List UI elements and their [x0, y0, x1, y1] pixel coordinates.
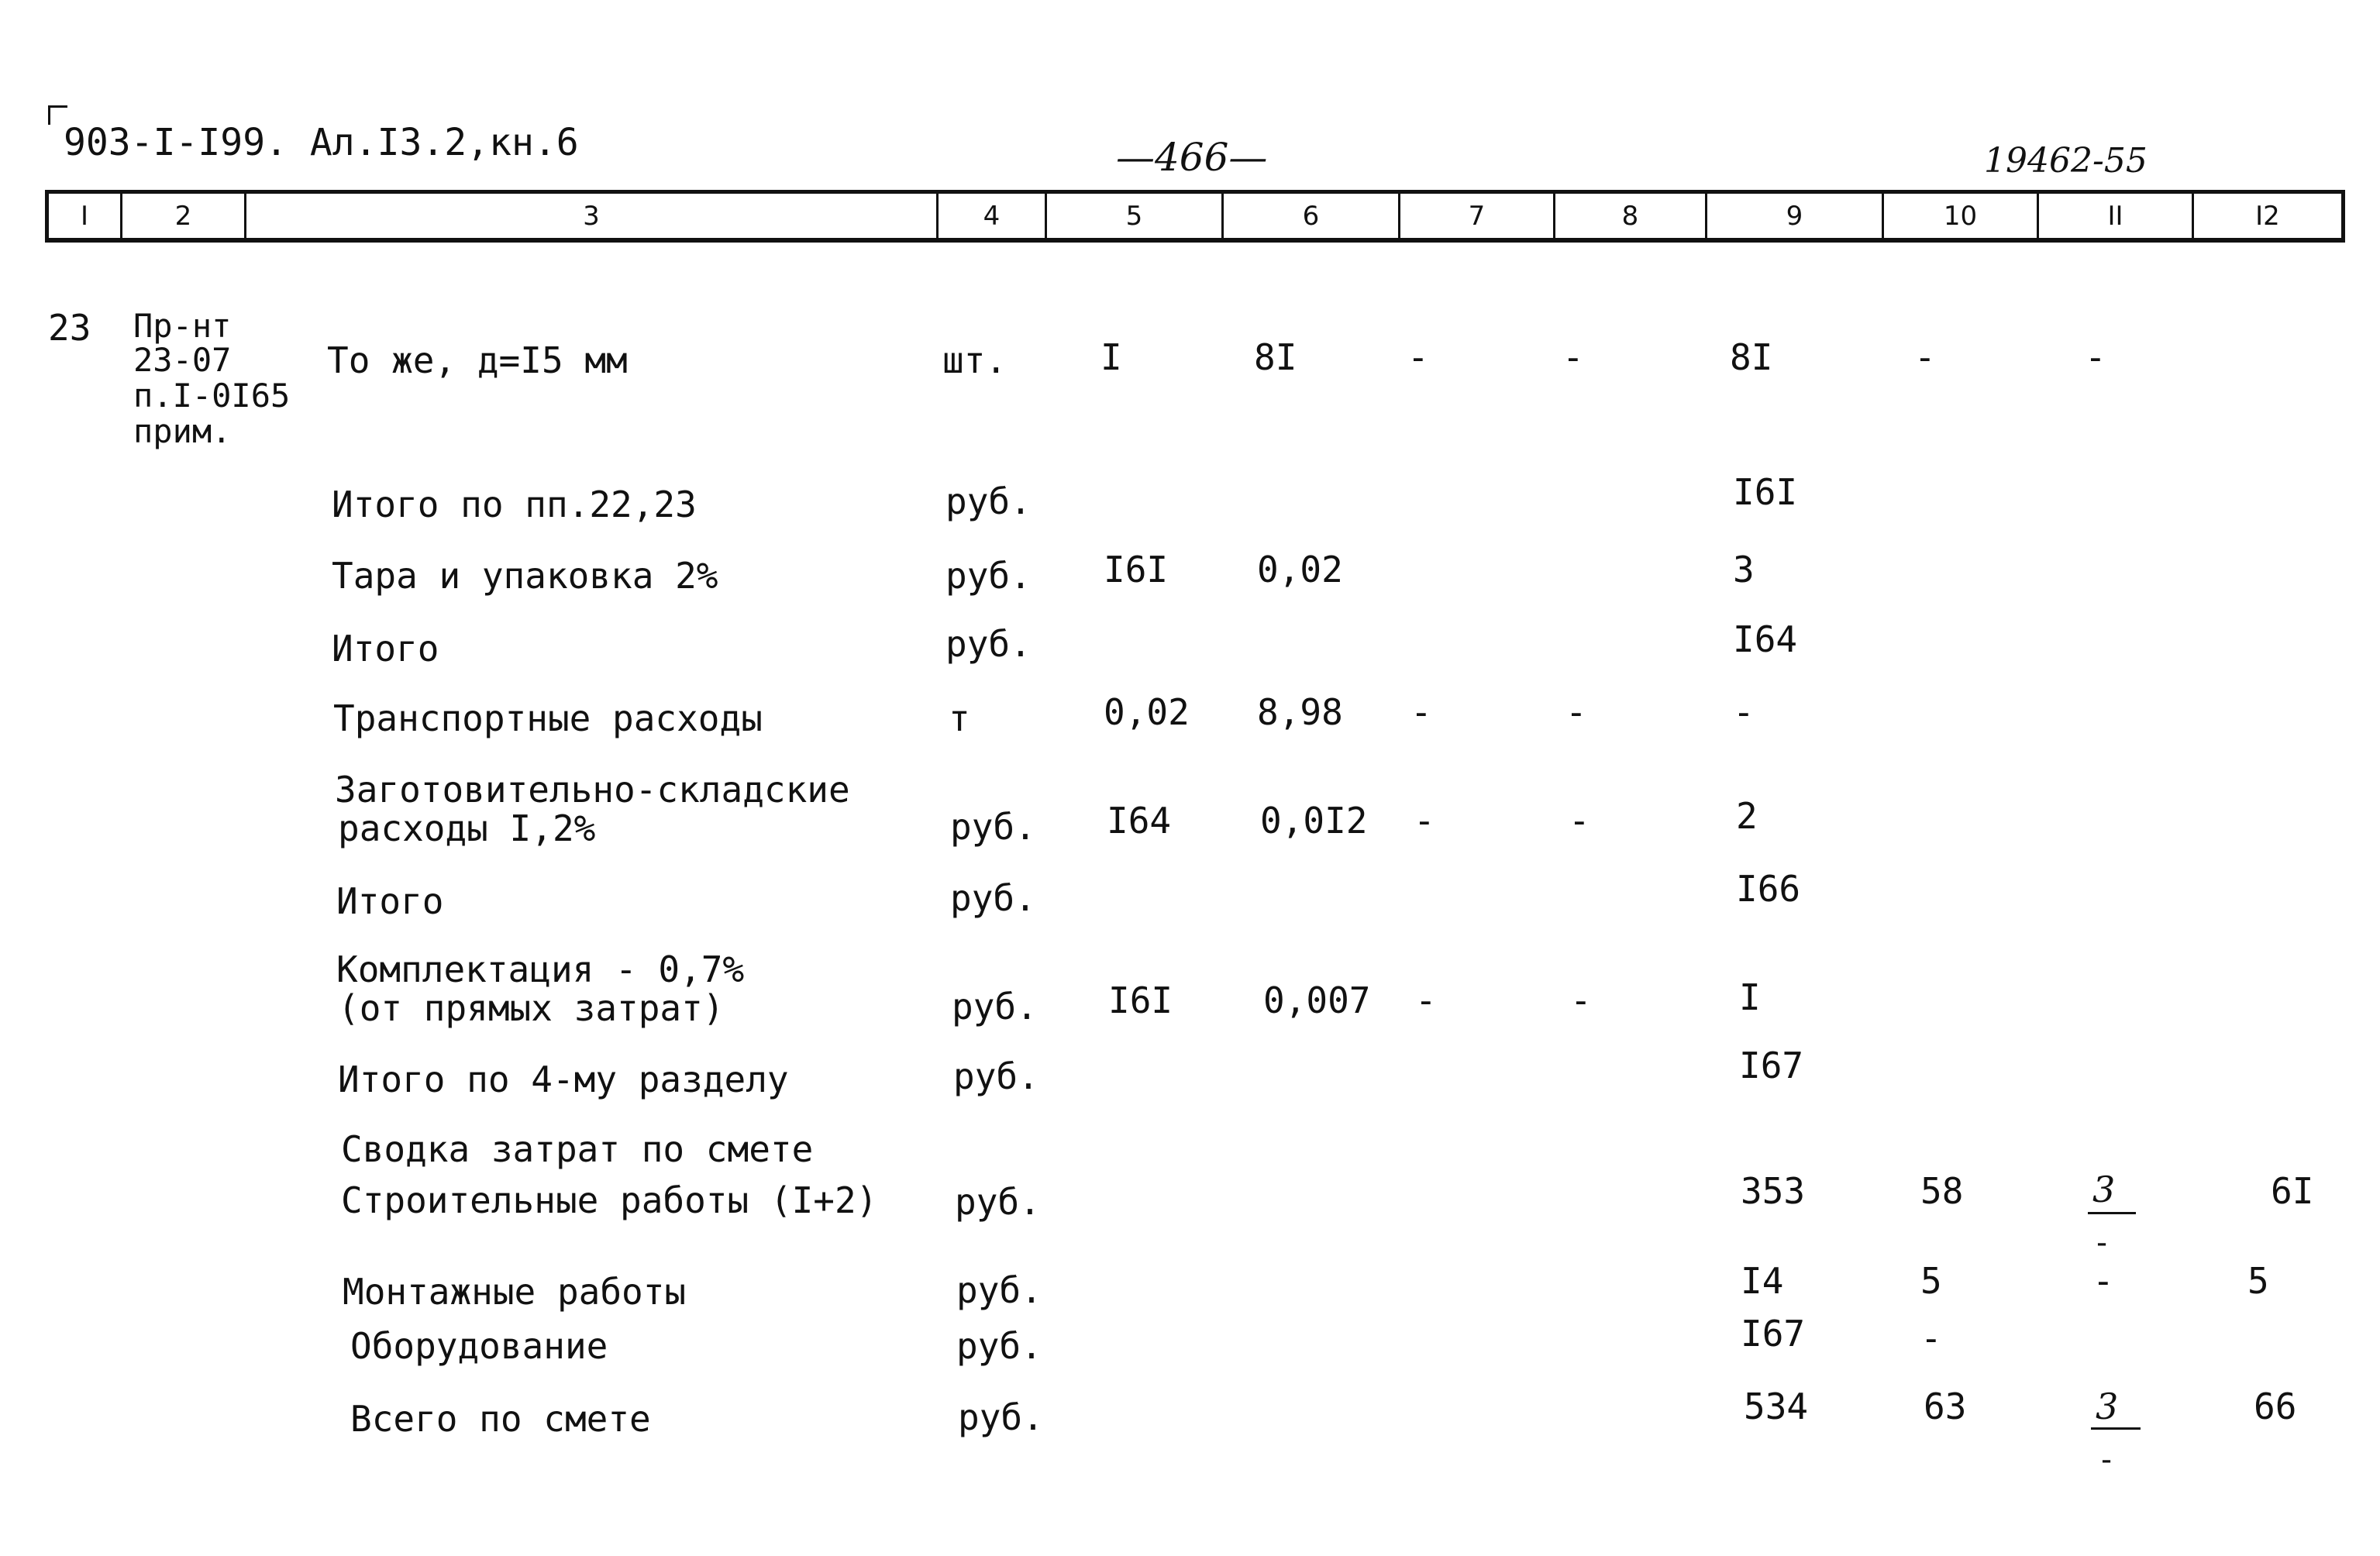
col-header-7: 7	[1398, 194, 1553, 238]
row-transport-c9: -	[1733, 691, 1755, 733]
row-total-22-23-name: Итого по пп.22,23	[332, 484, 697, 525]
summary-construction-name: Строительные работы (I+2)	[341, 1179, 878, 1221]
page-number: —466—	[1116, 135, 1268, 180]
col-header-12: I2	[2192, 194, 2341, 238]
summary-construction-c10: 58	[1920, 1170, 1964, 1212]
col-header-4: 4	[936, 194, 1045, 238]
summary-grand-total-name: Всего по смете	[350, 1398, 651, 1440]
row-transport-unit: т	[949, 697, 970, 739]
summary-installation-c10: 5	[1920, 1260, 1942, 1302]
row-storage-c5: I64	[1107, 800, 1172, 842]
row-packaging-c6: 0,02	[1257, 549, 1343, 590]
row-transport-c8: -	[1565, 691, 1587, 733]
summary-installation-name: Монтажные работы	[343, 1271, 687, 1313]
row-storage-c7: -	[1414, 800, 1435, 842]
summary-installation-c12: 5	[2247, 1260, 2269, 1302]
row-total-22-23-c9: I6I	[1733, 471, 1798, 513]
summary-construction-c11-below: -	[2092, 1225, 2112, 1261]
summary-title: Сводка затрат по смете	[341, 1128, 814, 1170]
item23-qty: I	[1100, 336, 1122, 378]
summary-construction-c12: 6I	[2271, 1170, 2314, 1212]
doc-code: 903-I-I99. Ал.I3.2,кн.6	[64, 121, 579, 164]
item23-c10: -	[1914, 336, 1936, 378]
row-storage-name-1: Заготовительно-складские	[335, 769, 850, 811]
row-transport-c7: -	[1410, 691, 1432, 733]
item23-unit: шт.	[942, 339, 1007, 381]
item23-ref-3: п.I-0I65	[133, 377, 291, 415]
row-completing-name-1: Комплектация - 0,7%	[336, 948, 745, 990]
col-header-6: 6	[1221, 194, 1398, 238]
summary-equipment-unit: руб.	[956, 1325, 1042, 1367]
item23-num: 23	[48, 307, 91, 349]
row-section4-total-name: Итого по 4-му разделу	[338, 1059, 789, 1100]
row-total-2-unit: руб.	[950, 877, 1036, 919]
summary-grand-total-c9: 534	[1744, 1386, 1809, 1427]
item23-name: То же, д=I5 мм	[327, 339, 628, 381]
row-storage-unit: руб.	[950, 806, 1036, 848]
row-storage-c9: 2	[1736, 795, 1758, 837]
item23-price: 8I	[1254, 336, 1297, 378]
summary-construction-c11-underline	[2088, 1212, 2136, 1214]
col-header-9: 9	[1705, 194, 1882, 238]
summary-grand-total-c11-underline	[2091, 1427, 2141, 1430]
row-transport-c6: 8,98	[1257, 691, 1343, 733]
item23-c8: -	[1562, 336, 1584, 378]
col-header-10: 10	[1882, 194, 2037, 238]
archive-number: 19462-55	[1984, 141, 2148, 181]
col-header-2: 2	[120, 194, 244, 238]
row-total-2-c9: I66	[1736, 868, 1801, 910]
row-total-1-c9: I64	[1733, 618, 1798, 660]
row-completing-name-2: (от прямых затрат)	[338, 987, 725, 1029]
col-header-1: I	[80, 200, 89, 232]
summary-grand-total-c11-below: -	[2097, 1442, 2117, 1478]
summary-grand-total-c11: 3	[2096, 1386, 2119, 1427]
row-total-22-23-unit: руб.	[945, 480, 1032, 522]
row-section4-total-c9: I67	[1739, 1045, 1804, 1086]
col-header-11: II	[2037, 194, 2192, 238]
summary-installation-c11: -	[2092, 1260, 2114, 1302]
summary-equipment-c9: I67	[1741, 1313, 1806, 1355]
row-storage-c8: -	[1569, 800, 1590, 842]
item23-ref-4: прим.	[133, 412, 232, 450]
row-section4-total-unit: руб.	[953, 1055, 1039, 1097]
summary-grand-total-c10: 63	[1924, 1386, 1967, 1427]
summary-grand-total-unit: руб.	[958, 1396, 1044, 1438]
item23-ref-2: 23-07	[133, 341, 232, 379]
row-completing-c6: 0,007	[1263, 979, 1371, 1021]
summary-equipment-name: Оборудование	[350, 1325, 608, 1367]
row-packaging-c5: I6I	[1104, 549, 1169, 590]
row-completing-c7: -	[1415, 979, 1437, 1021]
summary-equipment-c10: -	[1920, 1317, 1942, 1359]
row-total-1-name: Итого	[332, 628, 439, 670]
summary-construction-c11: 3	[2092, 1169, 2116, 1210]
row-total-1-unit: руб.	[945, 623, 1032, 665]
row-packaging-name: Тара и упаковка 2%	[332, 555, 718, 597]
col-header-5: 5	[1045, 194, 1221, 238]
column-header-table	[45, 190, 2345, 243]
item23-c7: -	[1407, 336, 1429, 378]
row-total-2-name: Итого	[336, 880, 444, 922]
row-transport-c5: 0,02	[1104, 691, 1190, 733]
summary-installation-unit: руб.	[956, 1269, 1042, 1311]
item23-ref-1: Пр-нт	[133, 307, 232, 345]
row-packaging-c9: 3	[1733, 549, 1755, 590]
item23-c9: 8I	[1730, 336, 1773, 378]
summary-construction-c9: 353	[1741, 1170, 1806, 1212]
row-completing-c5: I6I	[1108, 979, 1173, 1021]
col-header-3: 3	[244, 194, 936, 238]
summary-installation-c9: I4	[1741, 1260, 1784, 1302]
row-packaging-unit: руб.	[945, 555, 1032, 597]
col-header-8: 8	[1553, 194, 1705, 238]
row-completing-c9: I	[1739, 976, 1761, 1018]
summary-grand-total-c12: 66	[2254, 1386, 2297, 1427]
item23-c11: -	[2085, 336, 2106, 378]
row-completing-c8: -	[1570, 979, 1592, 1021]
row-storage-name-2: расходы I,2%	[338, 807, 596, 849]
row-storage-c6: 0,0I2	[1260, 800, 1368, 842]
summary-construction-unit: руб.	[955, 1181, 1041, 1223]
row-completing-unit: руб.	[952, 986, 1038, 1028]
row-transport-name: Транспортные расходы	[333, 697, 763, 739]
